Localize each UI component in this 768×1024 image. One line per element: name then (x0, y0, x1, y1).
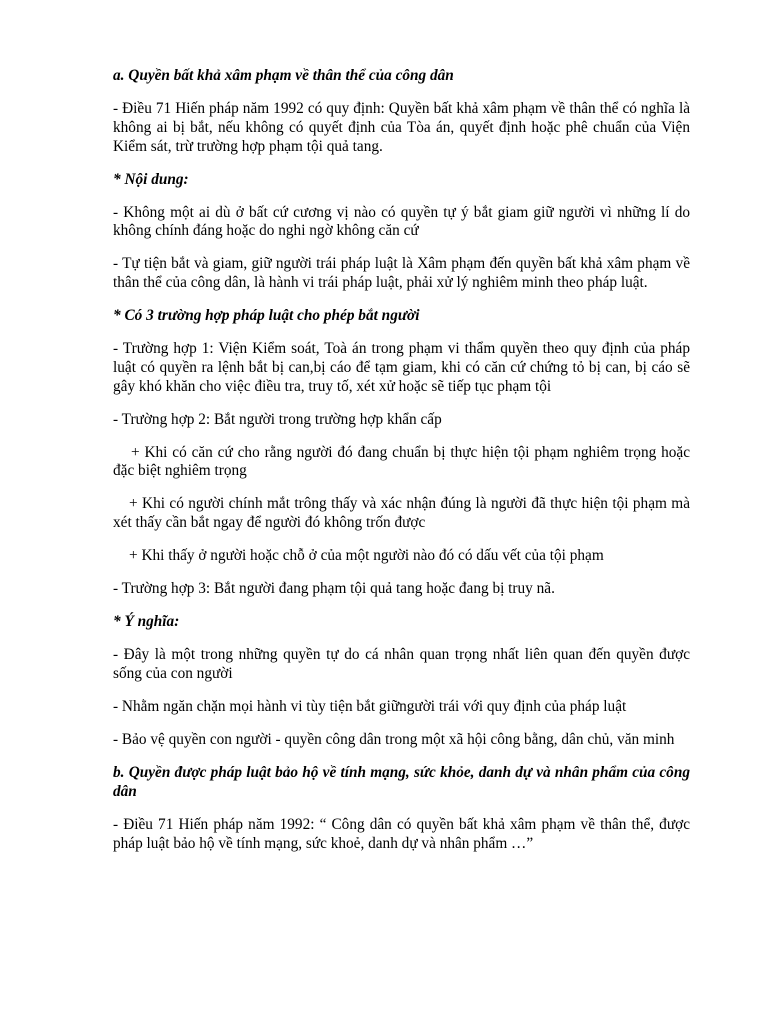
document-page (113, 67, 690, 867)
section-a-title: a. Quyền bất khả xâm phạm về thân thể của công dân (113, 67, 454, 84)
meaning-heading: * Ý nghĩa: (113, 613, 180, 631)
content-item: - Tự tiện bắt và giam, giữ người trái pháp luật là Xâm phạm đến quyền bất khả xâm phạm về thân thể của công dân, là hành vi trái pháp luật, phải xử lý nghiêm minh theo pháp luật. (113, 255, 690, 292)
case-1: - Trường hợp 1: Viện Kiểm soát, Toà án trong phạm vi thẩm quyền theo quy định của pháp luật có quyền ra lệnh bắt bị can,bị cáo để tạm giam, khi có căn cứ chứng tỏ bị can, bị cáo sẽ gây khó khăn cho việc điều tra, truy tố, xét xử hoặc sẽ tiếp tục phạm tội (113, 340, 690, 395)
content-item: - Không một ai dù ở bất cứ cương vị nào có quyền tự ý bắt giam giữ người vì những lí do không chính đáng hoặc do nghi ngờ không căn cứ (113, 203, 690, 240)
case-3: - Trường hợp 3: Bắt người đang phạm tội quả tang hoặc đang bị truy nã. (113, 580, 555, 598)
case-2-subitem: + Khi thấy ở người hoặc chỗ ở của một người nào đó có dấu vết của tội phạm (129, 547, 604, 565)
section-b-intro: - Điều 71 Hiến pháp năm 1992: “ Công dân có quyền bất khả xâm phạm về thân thể, được pháp luật bảo hộ về tính mạng, sức khoẻ, danh dự và nhân phẩm …” (113, 815, 690, 852)
case-2: - Trường hợp 2: Bắt người trong trường hợp khẩn cấp (113, 410, 442, 428)
case-2-subitem: + Khi có căn cứ cho rằng người đó đang chuẩn bị thực hiện tội phạm nghiêm trọng hoặc đặc biệt nghiêm trọng (113, 443, 690, 480)
content-heading: * Nội dung: (113, 170, 189, 188)
section-a-intro: - Điều 71 Hiến pháp năm 1992 có quy định: Quyền bất khả xâm phạm về thân thể có nghĩa là không ai bị bắt, nếu không có quyết định của Tòa án, quyết định hoặc phê chuẩn của Viện Kiểm sát, trừ trường hợp phạm tội quả tang. (113, 99, 690, 155)
cases-heading: * Có 3 trường hợp pháp luật cho phép bắt người (113, 307, 420, 325)
meaning-item: - Đây là một trong những quyền tự do cá nhân quan trọng nhất liên quan đến quyền được sống của con người (113, 646, 690, 682)
meaning-item: - Nhằm ngăn chặn mọi hành vi tùy tiện bắt giữngười trái với quy định của pháp luật (113, 697, 627, 715)
meaning-item: - Bảo vệ quyền con người - quyền công dân trong một xã hội công bằng, dân chủ, văn minh (113, 730, 675, 748)
section-b-title: b. Quyền được pháp luật bảo hộ về tính mạng, sức khỏe, danh dự và nhân phẩm của công dân (113, 763, 690, 800)
case-2-subitem: + Khi có người chính mắt trông thấy và xác nhận đúng là người đã thực hiện tội phạm mà xét thấy cần bắt ngay để người đó không trốn được (113, 495, 690, 532)
